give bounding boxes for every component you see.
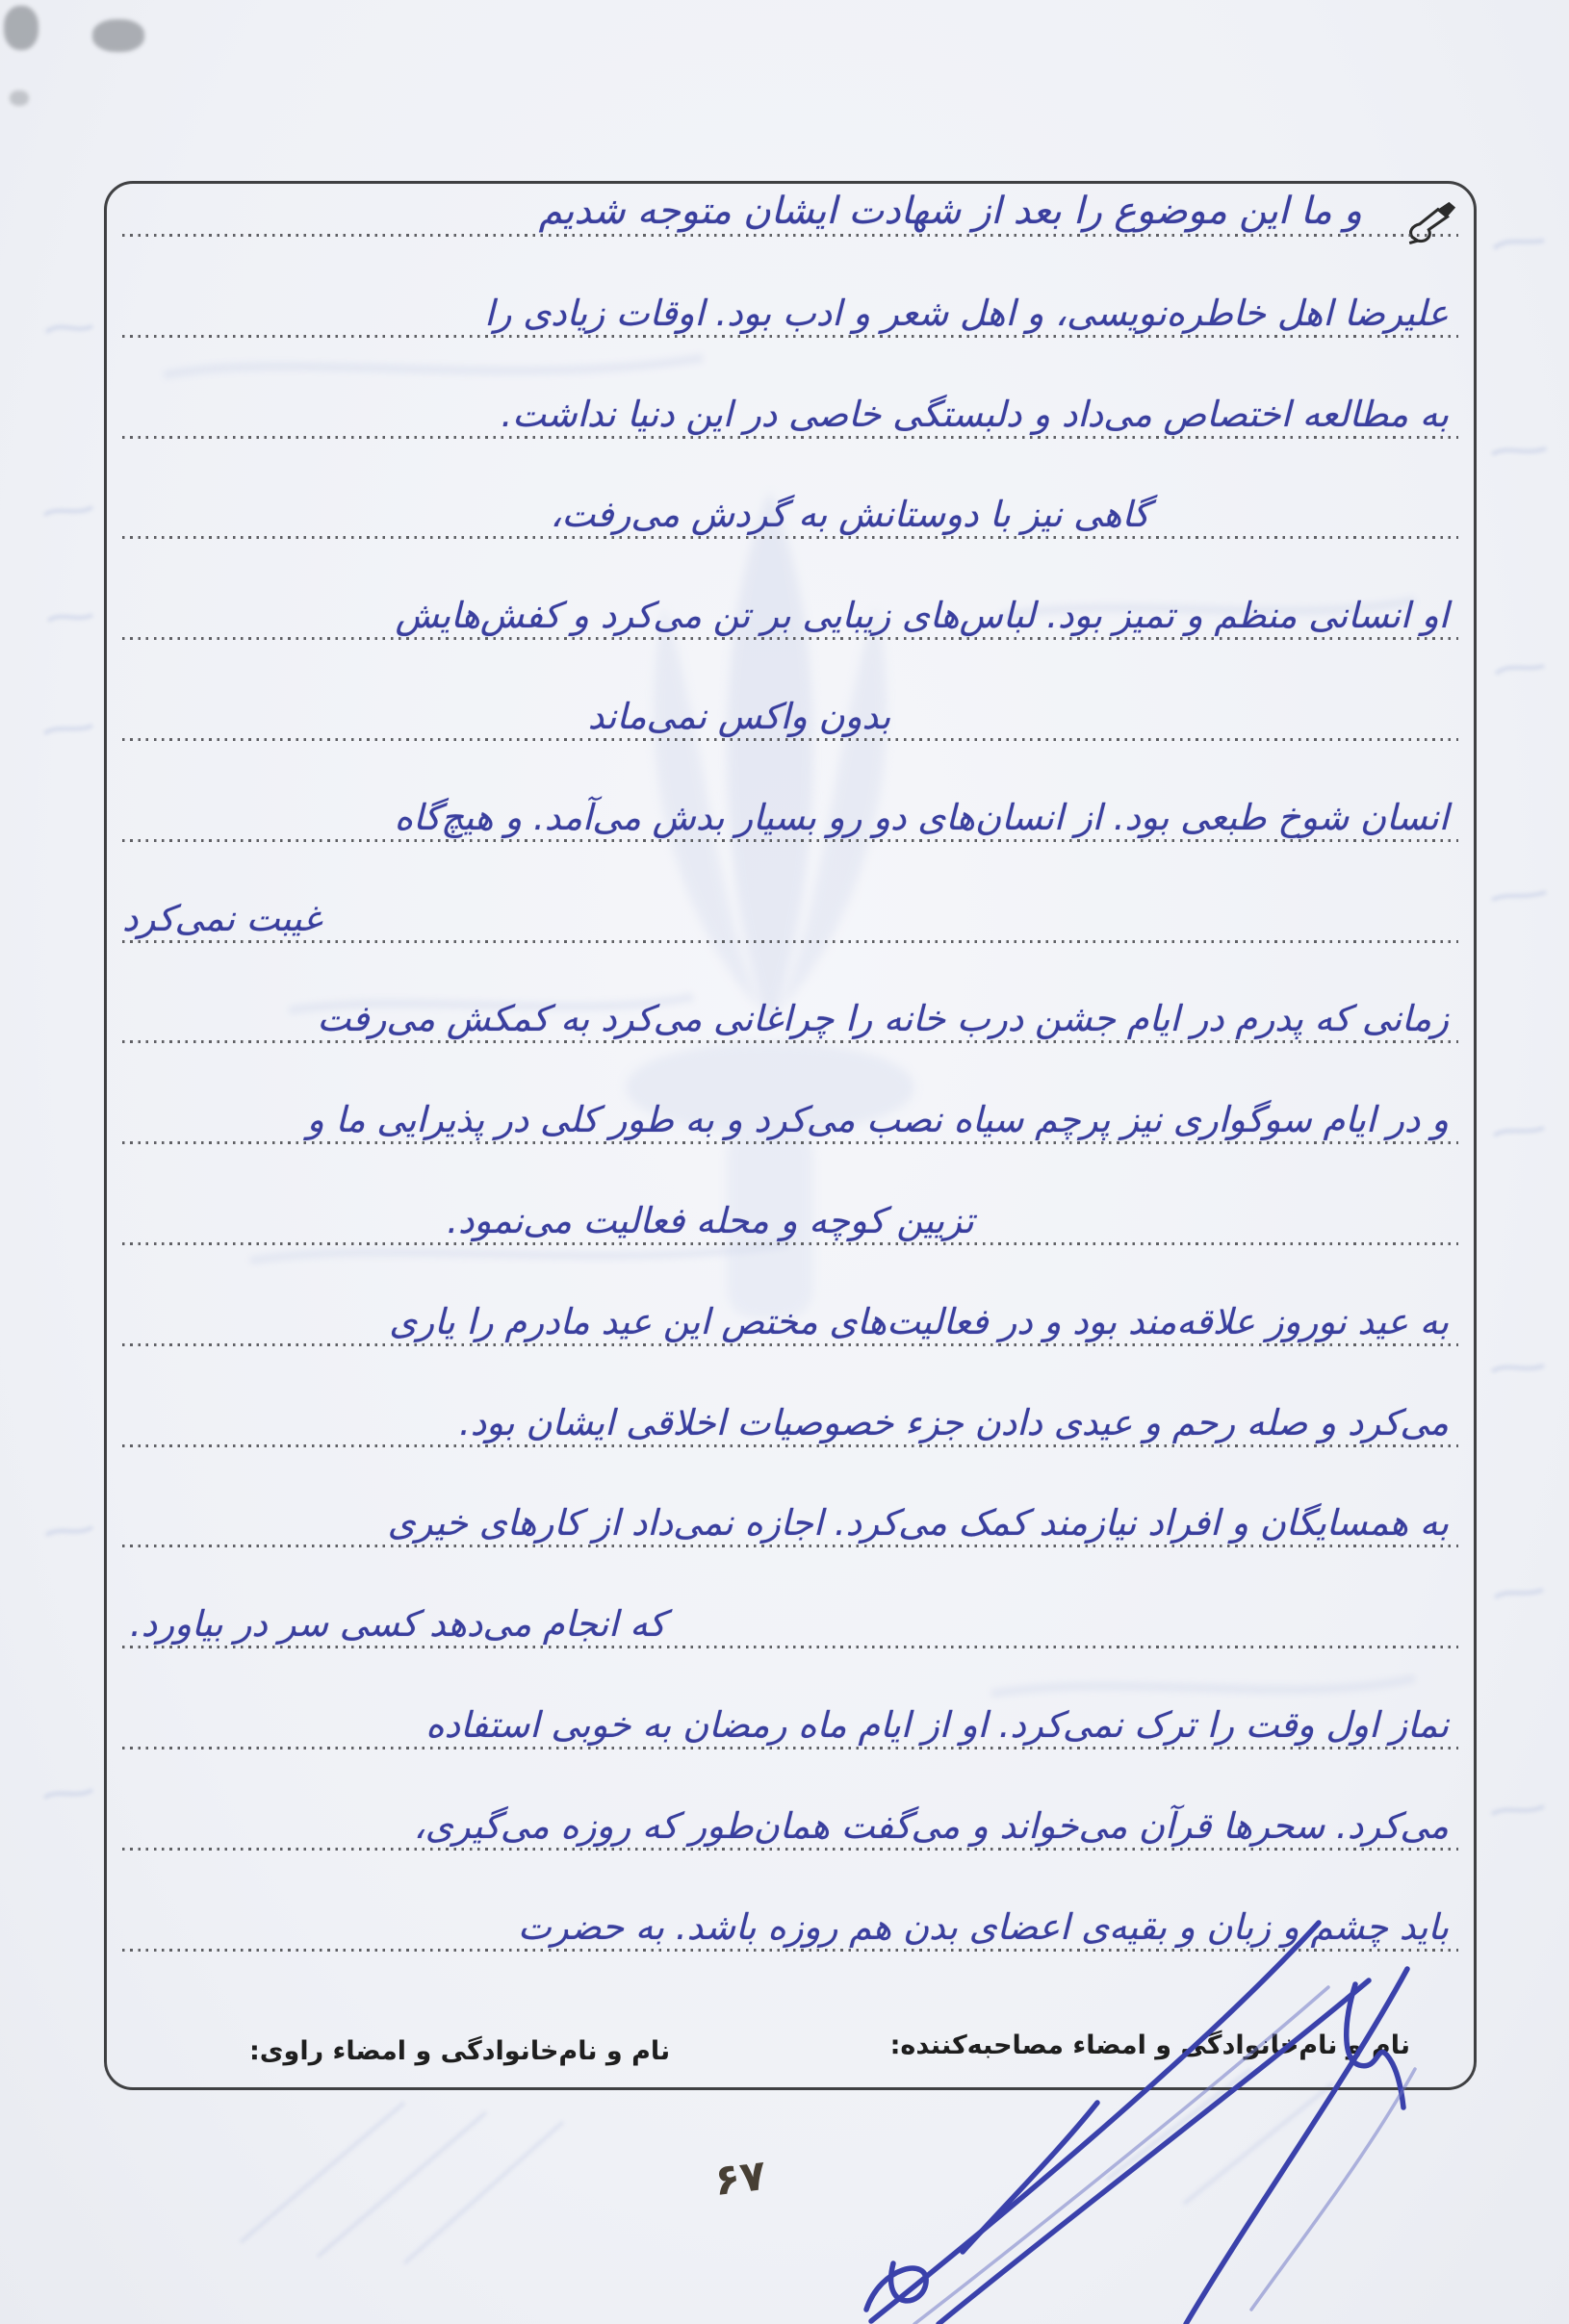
memoir-line-row: [107, 1547, 1474, 1648]
memoir-line-row: [107, 439, 1474, 540]
handwritten-text: می‌کرد. سحرها قرآن می‌خواند و می‌گفت همان‌طور که روزه می‌گیری،: [413, 1804, 1449, 1847]
memoir-line-row: [107, 1144, 1474, 1245]
memoir-line-row: [107, 842, 1474, 943]
scan-smudge: [10, 90, 29, 106]
handwritten-text: تزیین کوچه و محله فعالیت می‌نمود.: [447, 1199, 974, 1241]
handwritten-text: گاهی نیز با دوستانش به گردش می‌رفت،: [550, 494, 1150, 536]
memoir-line-row: [107, 1648, 1474, 1749]
memoir-line-row: [107, 184, 1474, 237]
dotted-line: [122, 1949, 1458, 1952]
handwritten-text: به عید نوروز علاقه‌مند بود و در فعالیت‌های مختص این عید مادرم را یاری: [389, 1300, 1449, 1342]
memoir-line-row: [107, 741, 1474, 842]
handwritten-text: او انسانی منظم و تمیز بود. لباس‌های زیبایی بر تن می‌کرد و کفش‌هایش: [395, 595, 1449, 637]
handwritten-text: و در ایام سوگواری نیز پرچم سیاه نصب می‌کرد و به طور کلی در پذیرایی ما و: [306, 1099, 1449, 1141]
interviewer-signature-label: نام و نام‌خانوادگی و امضاء مصاحبه‌کننده:: [889, 2030, 1410, 2060]
handwritten-text: انسان شوخ طبعی بود. از انسان‌های دو رو بسیار بدش می‌آمد. و هیچ‌گاه: [394, 796, 1449, 838]
memoir-line-row: [107, 1447, 1474, 1548]
handwritten-text: علیرضا اهل خاطره‌نویسی، و اهل شعر و ادب بود. اوقات زیادی را: [484, 292, 1449, 334]
memoir-line-row: [107, 338, 1474, 439]
memoir-line-row: [107, 1346, 1474, 1447]
memoir-line-row: [107, 943, 1474, 1044]
memoir-line-row: [107, 1749, 1474, 1851]
memoir-line-row: [107, 539, 1474, 640]
handwritten-text: می‌کرد و صله رحم و عیدی دادن جزء خصوصیات اخلاقی ایشان بود.: [458, 1401, 1449, 1443]
form-frame: [104, 181, 1477, 2090]
page-number: ۶۷: [711, 2150, 769, 2207]
handwritten-text: بدون واکس نمی‌ماند: [587, 695, 891, 737]
narrator-signature-label: نام و نام‌خانوادگی و امضاء راوی:: [249, 2036, 671, 2066]
handwritten-text: غیبت نمی‌کرد: [122, 897, 322, 939]
handwritten-text: به همسایگان و افراد نیازمند کمک می‌کرد. اجازه نمی‌داد از کارهای خیری: [387, 1502, 1449, 1545]
handwritten-text: زمانی که پدرم در ایام جشن درب خانه را چراغانی می‌کرد به کمکش می‌رفت: [317, 998, 1449, 1040]
handwritten-text: به مطالعه اختصاص می‌داد و دلبستگی خاصی در این دنیا نداشت.: [501, 393, 1449, 435]
handwritten-text: نماز اول وقت را ترک نمی‌کرد. او از ایام ماه رمضان به خوبی استفاده: [425, 1703, 1449, 1746]
memoir-line-row: [107, 1851, 1474, 1952]
handwritten-text: باید چشم و زبان و بقیه‌ی اعضای بدن هم روزه باشد. به حضرت: [517, 1905, 1449, 1948]
handwritten-text: و ما این موضوع را بعد از شهادت ایشان متوجه شدیم: [538, 190, 1362, 233]
handwritten-text: که انجام می‌دهد کسی سر در بیاورد.: [130, 1603, 666, 1646]
memoir-line-row: [107, 1043, 1474, 1144]
memoir-lines: [107, 184, 1474, 1952]
memoir-line-row: [107, 1245, 1474, 1346]
memoir-line-row: [107, 640, 1474, 741]
scan-smudge: [92, 19, 144, 52]
scan-smudge: [4, 6, 39, 50]
memoir-line-row: [107, 237, 1474, 338]
